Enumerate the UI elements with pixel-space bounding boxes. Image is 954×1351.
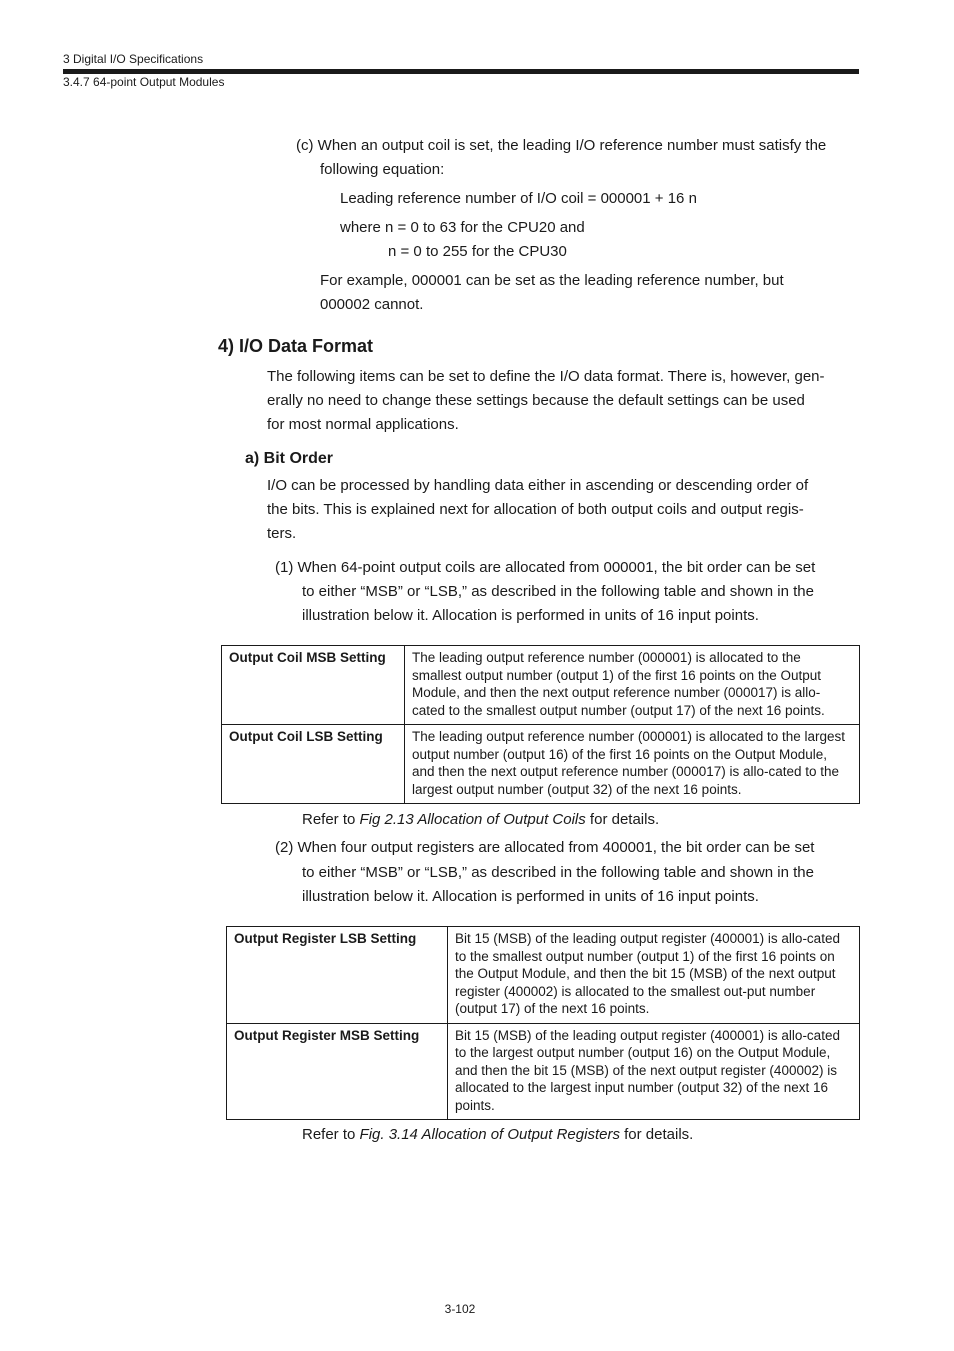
figure-reference: Fig 2.13 Allocation of Output Coils	[359, 811, 586, 828]
ref-text: Refer to	[302, 1126, 360, 1143]
ref-text: for details.	[619, 1126, 694, 1143]
section4-intro-line1: The following items can be set to define the I/O data format. There is, however, gen-	[267, 368, 825, 385]
output-register-settings-table	[226, 926, 860, 1120]
table-cell-description: Bit 15 (MSB) of the leading output register (400001) is allo-cated to the largest output number (output 16) on the Output Module, and then the bit 15 (MSB) of the next output register (400002) is allocated to the largest input number (output 32) of the next 16 points.	[448, 1023, 860, 1120]
header-rule	[63, 69, 859, 74]
table-row	[227, 927, 860, 1024]
section-heading-io-data-format: 4) I/O Data Format	[218, 336, 374, 356]
table-row	[222, 725, 860, 804]
item2-line2: to either “MSB” or “LSB,” as described in the following table and shown in the	[302, 864, 814, 881]
example-line1: For example, 000001 can be set as the leading reference number, but	[320, 272, 784, 289]
item1-line1: (1) When 64-point output coils are allocated from 000001, the bit order can be set	[275, 559, 816, 576]
page-number: 3-102	[444, 1302, 476, 1316]
table-cell-label: Output Coil LSB Setting	[222, 725, 405, 804]
table-cell-label: Output Register MSB Setting	[227, 1023, 448, 1120]
table-cell-description: The leading output reference number (000001) is allocated to the smallest output number (output 1) of the first 16 points on the Output Module, and then the next output reference number (000017) is allo-cated to the smallest output number (output 17) of the next 16 points.	[405, 646, 860, 725]
section4-intro-line3: for most normal applications.	[267, 416, 459, 433]
table-cell-description: Bit 15 (MSB) of the leading output register (400001) is allo-cated to the smallest output number (output 1) of the first 16 points on the Output Module, and then the bit 15 (MSB) of the next output register (400002) is allocated to the smallest out-put number (output 17) of the next 16 points.	[448, 927, 860, 1024]
ref-text: for details.	[585, 811, 660, 828]
item1-line2: to either “MSB” or “LSB,” as described in the following table and shown in the	[302, 583, 814, 600]
bit-order-intro-line2: the bits. This is explained next for allocation of both output coils and output regis-	[267, 501, 804, 518]
reference-note-1	[302, 808, 659, 832]
item-c-line1: (c) When an output coil is set, the leading I/O reference number must satisfy the	[296, 137, 827, 154]
bit-order-intro-line3: ters.	[267, 525, 297, 542]
where-line2: n = 0 to 255 for the CPU30	[388, 243, 567, 260]
section4-intro-line2: erally no need to change these settings because the default settings can be used	[267, 392, 805, 409]
item-c-line2: following equation:	[320, 161, 445, 178]
running-header-section: 3.4.7 64-point Output Modules	[63, 75, 225, 89]
table-row	[227, 1023, 860, 1120]
item2-line3: illustration below it. Allocation is performed in units of 16 input points.	[302, 888, 759, 905]
bit-order-intro-line1: I/O can be processed by handling data either in ascending or descending order of	[267, 477, 809, 494]
example-line2: 000002 cannot.	[320, 296, 424, 313]
table-cell-description: The leading output reference number (000001) is allocated to the largest output number (output 16) of the first 16 points on the Output Module, and then the next output reference number (000017) is allo-cated to the largest output number (output 32) of the next 16 points.	[405, 725, 860, 804]
table-cell-label: Output Coil MSB Setting	[222, 646, 405, 725]
equation: Leading reference number of I/O coil = 000001 + 16 n	[340, 190, 697, 207]
figure-reference: Fig. 3.14 Allocation of Output Registers	[359, 1126, 620, 1143]
subsection-heading-bit-order: a) Bit Order	[245, 450, 334, 467]
where-line1: where n = 0 to 63 for the CPU20 and	[340, 219, 585, 236]
ref-text: Refer to	[302, 811, 360, 828]
running-header-chapter: 3 Digital I/O Specifications	[63, 52, 204, 66]
reference-note-2	[302, 1123, 693, 1147]
output-coil-settings-table	[221, 645, 860, 804]
item2-line1: (2) When four output registers are allocated from 400001, the bit order can be set	[275, 839, 815, 856]
item1-line3: illustration below it. Allocation is performed in units of 16 input points.	[302, 607, 759, 624]
table-row	[222, 646, 860, 725]
table-cell-label: Output Register LSB Setting	[227, 927, 448, 1024]
